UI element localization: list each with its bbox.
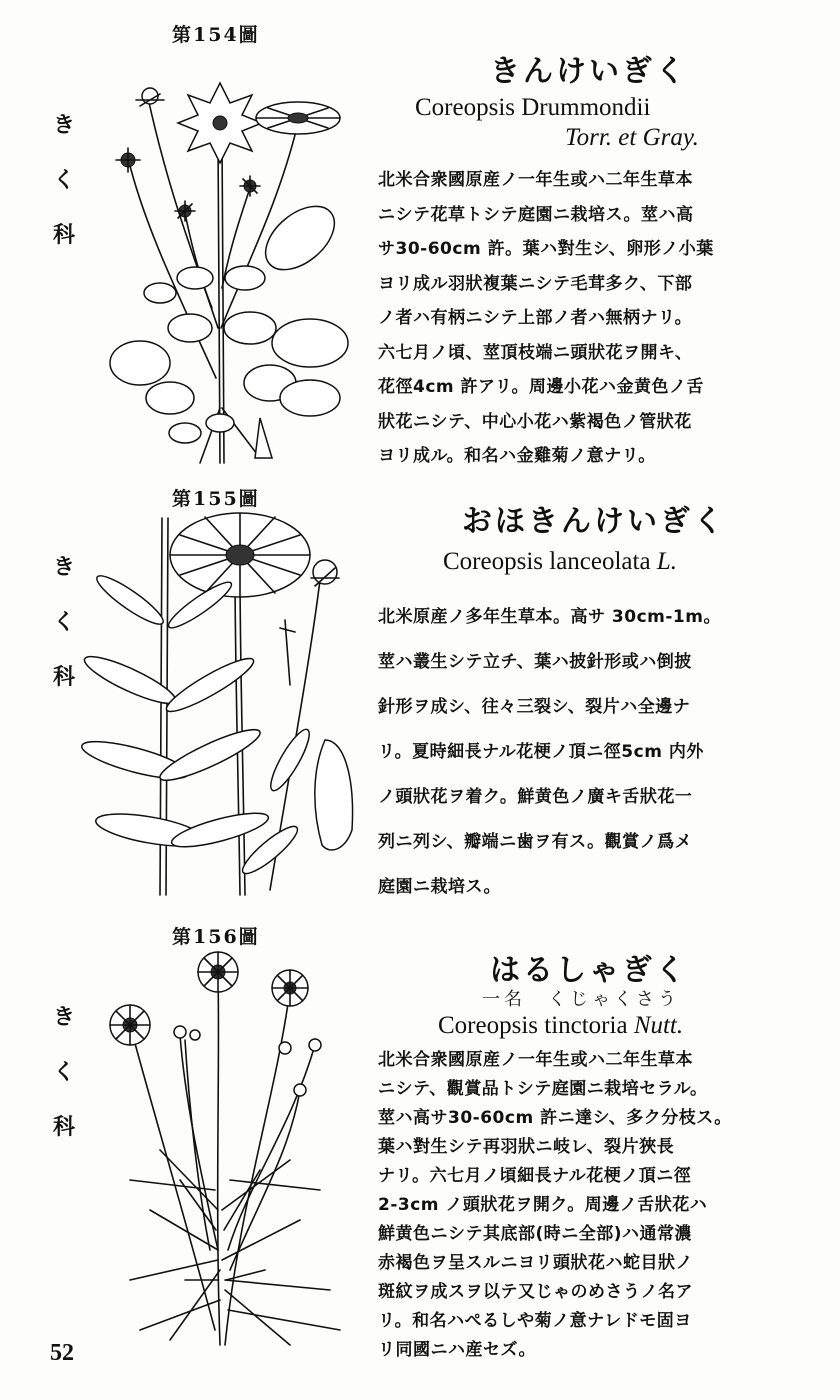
description-line: 赤褐色ヲ呈スルニヨリ頭狀花ハ蛇目狀ノ (378, 1253, 693, 1273)
family-char: 科 (52, 222, 75, 248)
description (378, 1046, 818, 1365)
description (378, 163, 818, 474)
description-line: ノ頭狀花ヲ着ク。鮮黄色ノ廣キ舌狀花一 (378, 787, 693, 807)
description-line: 葉ハ對生シテ再羽狀ニ岐レ、裂片狹長 (378, 1137, 675, 1157)
description-line: ニシテ花草トシテ庭園ニ栽培ス。莖ハ高 (378, 204, 694, 225)
authority: Torr. et Gray. (565, 124, 699, 151)
description-line: 斑紋ヲ成スヲ以テ又じゃのめさうノ名ア (378, 1282, 693, 1302)
page-number: 52 (50, 1340, 74, 1366)
family-char: き (52, 554, 75, 580)
authority: Nutt. (633, 1012, 684, 1039)
japanese-name: きんけいぎく (490, 54, 688, 89)
description-line: 鮮黄色ニシテ其底部(時ニ全部)ハ通常濃 (378, 1224, 693, 1244)
description-line: ナリ。六七月ノ頃細長ナル花梗ノ頂ニ徑 (378, 1166, 692, 1186)
japanese-name: はるしゃぎく (490, 953, 688, 988)
family-label (52, 1000, 76, 1141)
description-line: ノ者ハ有柄ニシテ上部ノ者ハ無柄ナリ。 (378, 308, 693, 328)
description-line: 針形ヲ成シ、往々三裂シ、裂片ハ全邊ナ (378, 697, 691, 717)
family-label (52, 550, 76, 691)
family-char: 科 (52, 664, 75, 690)
japanese-name: おほきんけいぎく (462, 504, 726, 539)
description-line: 莖ハ高サ30-60cm 許ニ達シ、多ク分枝ス。 (378, 1108, 732, 1128)
description-line: 莖ハ叢生シテ立チ、葉ハ披針形或ハ倒披 (378, 652, 692, 672)
description-line: サ30-60cm 許。葉ハ對生シ、卵形ノ小葉 (378, 239, 714, 259)
description (378, 595, 818, 910)
alternate-name: 一名 くじゃくさう (482, 989, 680, 1010)
figure-label: 第154圖 (172, 24, 260, 46)
description-line: リ。夏時細長ナル花梗ノ頂ニ徑5cm 内外 (378, 742, 704, 762)
family-char: き (52, 112, 75, 138)
scientific-name-line (438, 1012, 683, 1040)
description-line: ニシテ、觀賞品トシテ庭園ニ栽培セラル。 (378, 1079, 708, 1099)
plant-illustration-tinctoria (90, 950, 370, 1350)
scientific-name: Coreopsis tinctoria (438, 1012, 628, 1039)
description-line: リ。和名ハぺるしや菊ノ意ナレドモ固ヨ (378, 1311, 692, 1331)
description-line: ヨリ成ル。和名ハ金雞菊ノ意ナリ。 (378, 446, 656, 466)
family-char: 科 (52, 1114, 75, 1140)
description-line: ヨリ成ル羽狀複葉ニシテ毛茸多ク、下部 (378, 273, 693, 294)
authority: L. (656, 548, 677, 575)
description-line: 北米原産ノ多年生草本。高サ 30cm-1m。 (378, 607, 721, 627)
scientific-name-line (443, 548, 677, 576)
scientific-name: Coreopsis Drummondii (415, 94, 651, 121)
plant-illustration-drummondii (100, 78, 360, 468)
description-line: リ同國ニハ産セズ。 (378, 1340, 537, 1360)
figure-label: 第156圖 (172, 926, 260, 948)
description-line: 北米合衆國原産ノ一年生或ハ二年生草本 (378, 170, 693, 190)
scientific-name: Coreopsis lanceolata (443, 548, 651, 575)
family-char: き (52, 1004, 75, 1030)
plant-illustration-lanceolata (90, 510, 370, 900)
description-line: 列ニ列シ、瓣端ニ歯ヲ有ス。觀賞ノ爲メ (378, 832, 693, 852)
family-char: く (52, 167, 75, 193)
description-line: 庭園ニ栽培ス。 (378, 877, 502, 897)
description-line: 狀花ニシテ、中心小花ハ紫褐色ノ管狀花 (378, 411, 692, 432)
family-char: く (52, 609, 75, 635)
family-char: く (52, 1059, 75, 1085)
family-label (52, 108, 76, 249)
description-line: 2-3cm ノ頭狀花ヲ開ク。周邊ノ舌狀花ハ (378, 1195, 708, 1215)
description-line: 花徑4cm 許アリ。周邊小花ハ金黄色ノ舌 (378, 377, 705, 397)
figure-label: 第155圖 (172, 488, 260, 510)
description-line: 六七月ノ頃、莖頂枝端ニ頭狀花ヲ開キ、 (378, 342, 693, 363)
description-line: 北米合衆國原産ノ一年生或ハ二年生草本 (378, 1050, 693, 1070)
